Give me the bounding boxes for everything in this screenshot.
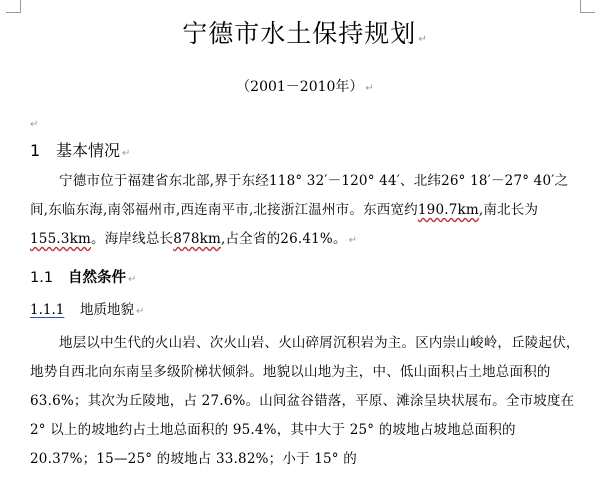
- section-heading-text: 基本情况: [56, 141, 121, 160]
- paragraph-text: 地层以中生代的火山岩、次火山岩、火山碎屑沉积岩为主。区内崇山峻岭，丘陵起伏，地势自西北向东南呈多级阶梯状倾斜。地貌以山地为主，中、低山面积占土地总面积的 63.6%；其次为丘陵地，占 27.6%。山间盆谷错落，平原、滩涂呈块状展布。全市坡度在 2° 以上的坡地约占土地总面积的 95.4%，其中大于 25° 的坡地占坡地总面积的 20.37%；15—25° 的坡地占 33.82%；小于 15° 的: [30, 335, 580, 467]
- paragraph-text: 宁德市位于福建省东北部,界于东经118° 32′－120° 44′、北纬26° 18′－27° 40′之间,东临东海,南邻福州市,西连南平市,北接浙江温州市。东西宽约: [30, 173, 569, 218]
- section-heading-1-1: [30, 266, 136, 287]
- spellcheck-underlined-value: 190.7km: [417, 202, 479, 218]
- body-paragraph-location: [30, 167, 585, 255]
- section-number: 1: [30, 141, 41, 160]
- section-heading-1-1-1: [30, 298, 144, 318]
- paragraph-mark-icon: ↵: [122, 148, 131, 159]
- body-paragraph-geology: [30, 329, 585, 474]
- paragraph-mark-icon: ↵: [418, 34, 428, 45]
- empty-paragraph: [28, 112, 38, 131]
- spellcheck-underlined-value: 155.3km: [30, 231, 92, 247]
- section-heading-1: [30, 138, 130, 161]
- section-heading-text: 地质地貌: [80, 302, 134, 318]
- section-number: 1.1.1: [30, 302, 65, 318]
- paragraph-text: ,南北长为: [478, 202, 539, 218]
- paragraph-mark-icon: ↵: [30, 119, 39, 130]
- paragraph-mark-icon: ↵: [348, 235, 358, 246]
- paragraph-text: ,占全省的26.41%。: [220, 231, 347, 247]
- document-title: [0, 14, 610, 50]
- paragraph-mark-icon: ↵: [128, 274, 137, 285]
- document-subtitle-text: （2001－2010年）: [236, 79, 364, 95]
- page-corner-mark-right: [580, 0, 595, 13]
- document-title-text: 宁德市水土保持规划: [182, 19, 417, 48]
- paragraph-mark-icon: ↵: [365, 83, 374, 94]
- spellcheck-underlined-value: 878km: [173, 231, 221, 247]
- document-subtitle: [0, 76, 610, 96]
- section-heading-text: 自然条件: [68, 270, 126, 286]
- page-corner-mark-left: [6, 0, 21, 13]
- paragraph-text: 。海岸线总长: [91, 231, 174, 247]
- paragraph-mark-icon: ↵: [136, 306, 145, 317]
- section-number: 1.1: [30, 270, 54, 286]
